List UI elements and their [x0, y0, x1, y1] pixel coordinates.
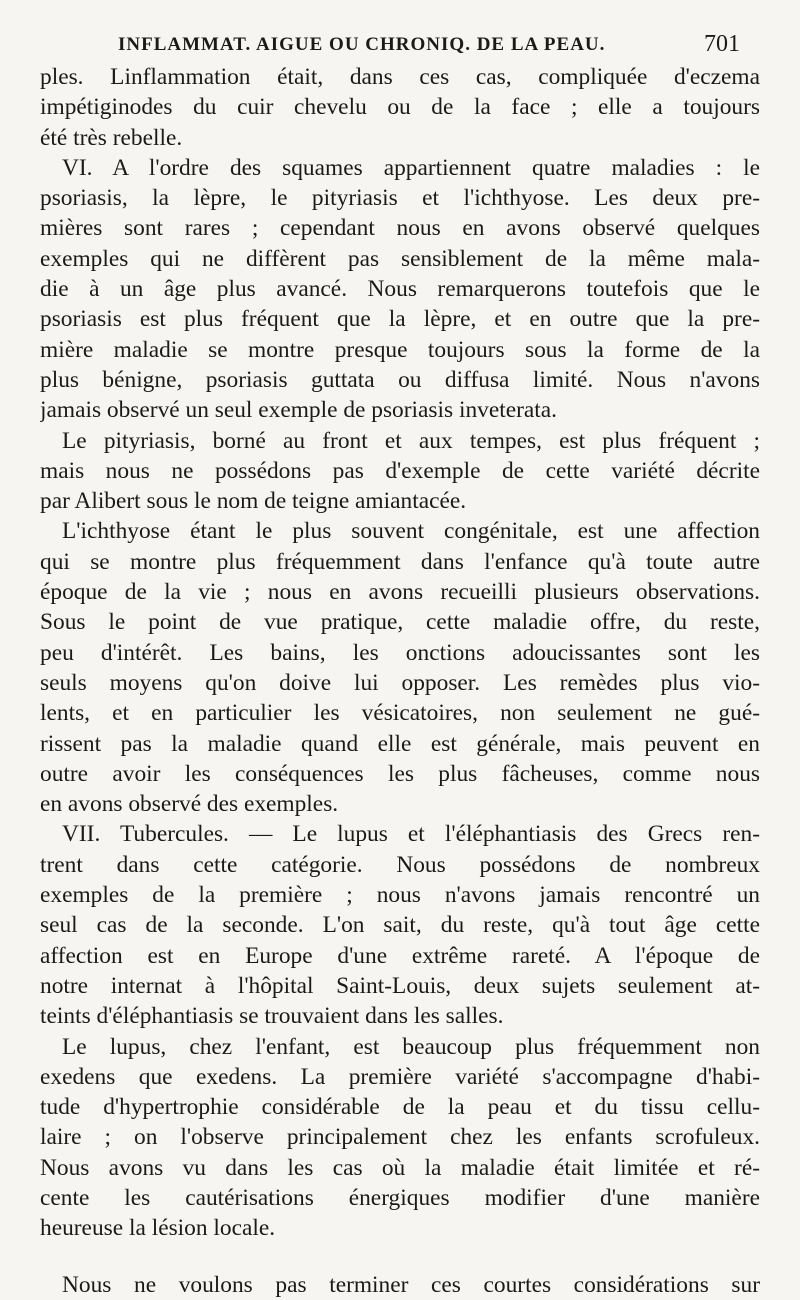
text-line: affection est en Europe d'une extrême rareté. A l'époque de [40, 942, 760, 969]
text-line: Le pityriasis, borné au front et aux tempes, est plus fréquent ; [62, 427, 760, 454]
text-line: lents, et en particulier les vésicatoires, non seulement ne gué- [40, 700, 760, 727]
text-line: exedens que exedens. La première variété s'accompagne d'habi- [40, 1063, 760, 1090]
page-number: 701 [704, 31, 740, 57]
text-line: impétiginodes du cuir chevelu ou de la face ; elle a toujours [40, 94, 760, 121]
text-line: seuls moyens qu'on doive lui opposer. Les remèdes plus vio- [40, 669, 760, 696]
text-line: rissent pas la maladie quand elle est générale, mais peuvent en [40, 730, 760, 757]
text-line: mière maladie se montre presque toujours sous la forme de la [40, 336, 760, 363]
text-line: outre avoir les conséquences les plus fâcheuses, comme nous [40, 760, 760, 787]
text-line: qui se montre plus fréquemment dans l'enfance qu'à toute autre [40, 548, 760, 575]
text-line: mais nous ne possédons pas d'exemple de cette variété décrite [40, 457, 760, 484]
text-line: laire ; on l'observe principalement chez les enfants scrofuleux. [40, 1124, 760, 1151]
text-line: exemples qui ne diffèrent pas sensiblement de la même mala- [40, 245, 760, 272]
text-line: psoriasis est plus fréquent que la lèpre, et en outre que la pre- [40, 306, 760, 333]
text-line: Nous ne voulons pas terminer ces courtes considérations sur [62, 1271, 760, 1298]
text-line: plus bénigne, psoriasis guttata ou diffusa limité. Nous n'avons [40, 366, 760, 393]
text-line: cente les cautérisations énergiques modifier d'une manière [40, 1184, 760, 1211]
text-line: seul cas de la seconde. L'on sait, du reste, qu'à tout âge cette [40, 912, 760, 939]
text-line: exemples de la première ; nous n'avons jamais rencontré un [40, 882, 760, 909]
text-line: die à un âge plus avancé. Nous remarquerons toutefois que le [40, 276, 760, 303]
section-gap [40, 1244, 760, 1270]
text-line: en avons observé des exemples. [40, 791, 339, 818]
text-line: psoriasis, la lèpre, le pityriasis et l'ichthyose. Les deux pre- [40, 185, 760, 212]
text-line: jamais observé un seul exemple de psoriasis inveterata. [40, 397, 558, 424]
text-line: notre internat à l'hôpital Saint-Louis, deux sujets seulement at- [40, 972, 760, 999]
text-line: peu d'intérêt. Les bains, les onctions adoucissantes sont les [40, 639, 760, 666]
body-text [40, 62, 760, 1300]
text-line: L'ichthyose étant le plus souvent congénitale, est une affection [62, 518, 760, 545]
text-line: heureuse la lésion locale. [40, 1215, 276, 1242]
text-line: Sous le point de vue pratique, cette maladie offre, du reste, [40, 609, 760, 636]
text-line: teints d'éléphantiasis se trouvaient dans les salles. [40, 1003, 504, 1030]
text-line: tude d'hypertrophie considérable de la peau et du tissu cellu- [40, 1094, 760, 1121]
text-line: époque de la vie ; nous en avons recueilli plusieurs observations. [40, 579, 760, 606]
text-line: VI. A l'ordre des squames appartiennent quatre maladies : le [62, 154, 760, 181]
text-line: VII. Tubercules. — Le lupus et l'éléphantiasis des Grecs ren- [62, 821, 760, 848]
text-line: mières sont rares ; cependant nous en avons observé quelques [40, 215, 760, 242]
page-header [118, 31, 740, 64]
text-line: trent dans cette catégorie. Nous possédons de nombreux [40, 851, 760, 878]
text-line: ples. Linflammation était, dans ces cas, compliquée d'eczema [40, 64, 760, 90]
text-line: été très rebelle. [40, 124, 183, 151]
text-line: Nous avons vu dans les cas où la maladie était limitée et ré- [40, 1154, 760, 1181]
text-line: Le lupus, chez l'enfant, est beaucoup plus fréquemment non [62, 1033, 760, 1060]
running-title: INFLAMMAT. AIGUE OU CHRONIQ. DE LA PEAU. [118, 34, 606, 55]
text-line: par Alibert sous le nom de teigne amiantacée. [40, 488, 467, 515]
